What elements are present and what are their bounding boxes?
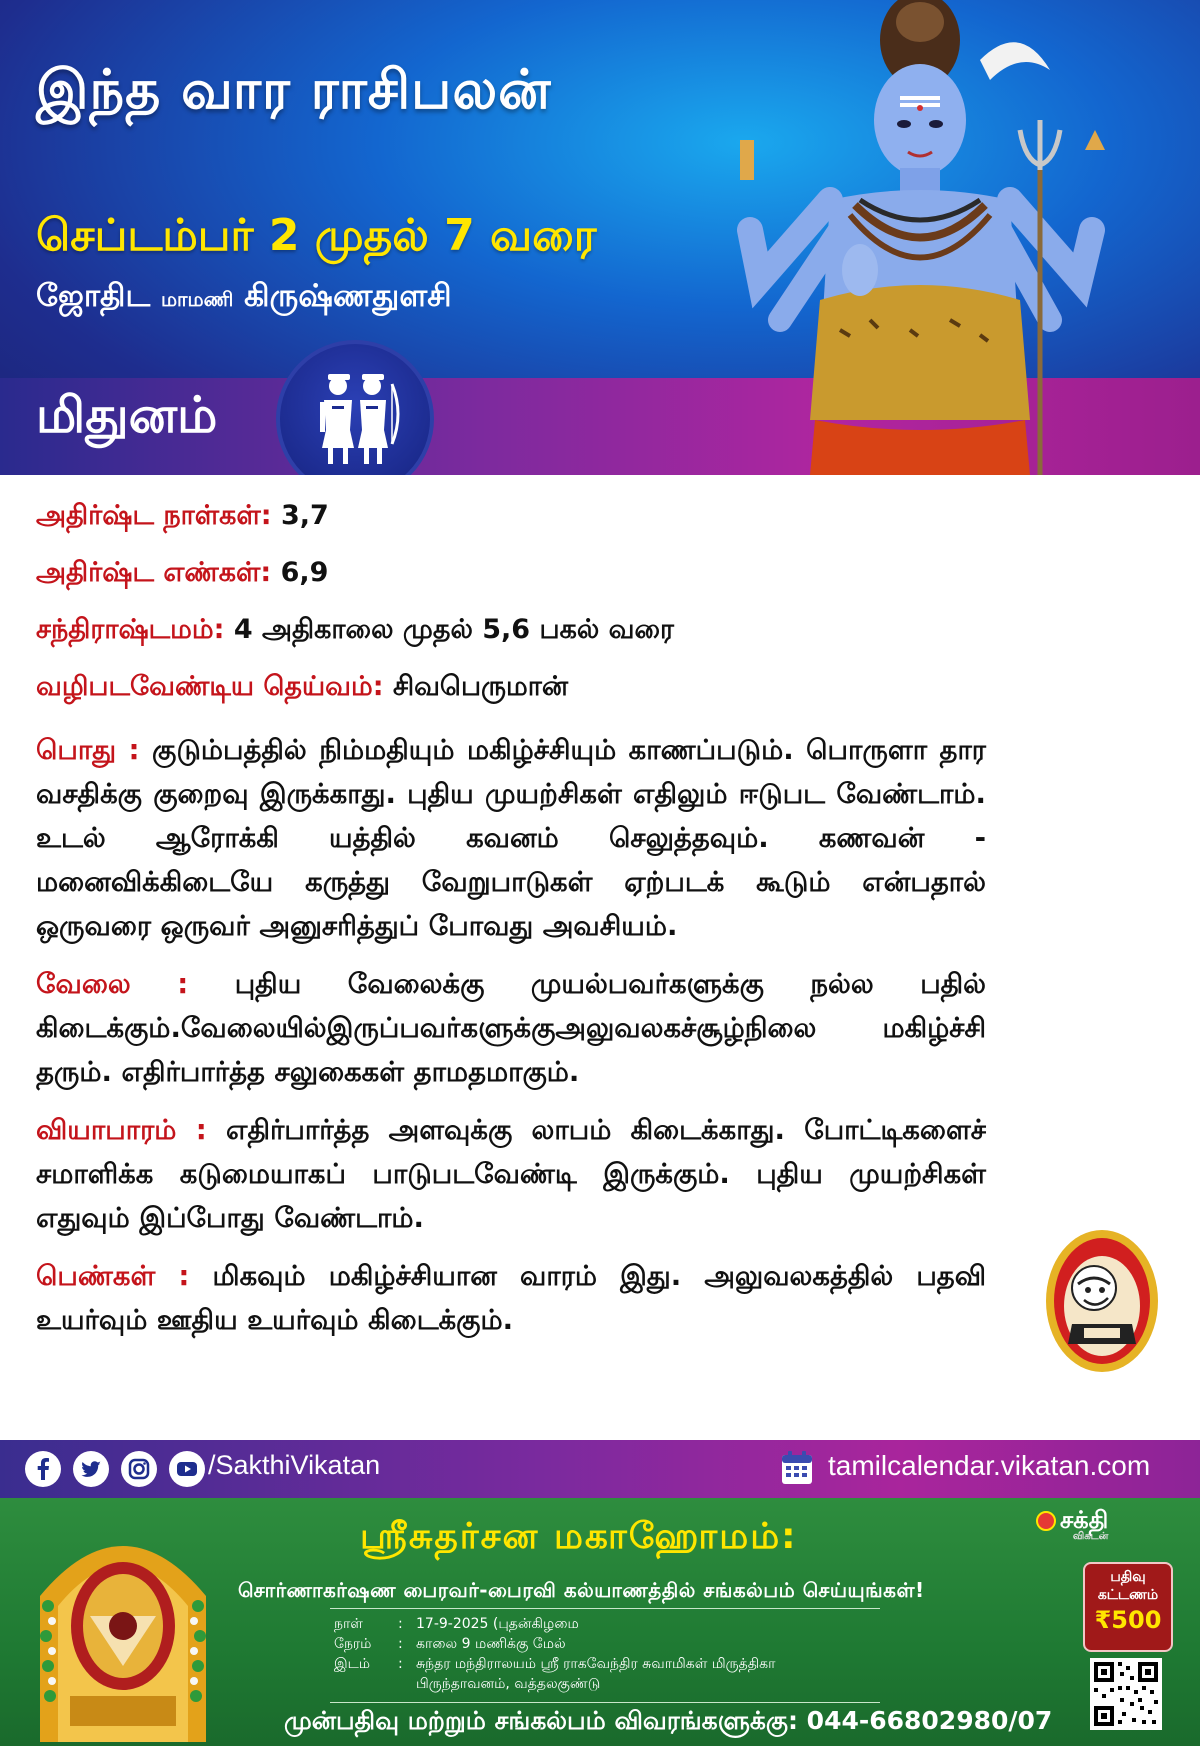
deity-shrine-image xyxy=(30,1506,216,1742)
ad-detail-row xyxy=(334,1674,896,1694)
author-name: கிருஷ்ணதுளசி xyxy=(244,278,452,314)
ad-detail-label xyxy=(334,1674,398,1694)
ad-detail-row xyxy=(334,1634,896,1654)
lucky-days-label: அதிர்ஷ்ட நாள்கள்: xyxy=(36,500,272,531)
lucky-days xyxy=(36,500,986,535)
facebook-icon[interactable] xyxy=(24,1450,62,1488)
ad-detail-label: நேரம் xyxy=(334,1636,372,1652)
calendar-icon xyxy=(780,1450,814,1486)
section-general-text: குடும்பத்தில் நிம்மதியும் மகிழ்ச்சியும் காணப்படும். பொருளா தார வசதிக்கு குறைவு இருக்காது. புதிய முயற்சிகள் எதிலும் ஈடுபட வேண்டாம். உடல் ஆரோக்கி யத்தில் கவனம் செலுத்தவும். கணவன் - மனைவிக்கிடையே கருத்து வேறுபாடுகள் ஏற்படக் கூடும் என்பதால் ஒருவரை ஒருவர் அனுசரித்துப் போவது அவசியம். xyxy=(36,734,987,942)
ad-detail-row xyxy=(334,1654,896,1674)
vikatan-mascot-logo xyxy=(1044,1228,1160,1374)
sakthi-vikatan-brand xyxy=(1036,1506,1108,1543)
social-icons xyxy=(24,1450,216,1488)
ad-detail-label: இடம் xyxy=(334,1656,371,1672)
section-work-text: புதிய வேலைக்கு முயல்பவர்களுக்கு நல்ல பதில் கிடைக்கும்.வேலையில்இருப்பவர்களுக்குஅலுவலகச்சூழ்நிலை மகிழ்ச்சி தரும். எதிர்பார்த்த சலுகைகள் தாமதமாகும். xyxy=(36,968,987,1088)
ad-banner[interactable] xyxy=(0,1498,1200,1746)
ad-title: ஸ்ரீசுதர்சன மகாஹோமம்: xyxy=(360,1516,798,1557)
section-general xyxy=(36,728,986,948)
ad-divider-bottom xyxy=(330,1702,880,1703)
website-link[interactable]: tamilcalendar.vikatan.com xyxy=(828,1450,1151,1481)
section-women xyxy=(36,1254,986,1342)
ad-detail-sep xyxy=(398,1674,416,1694)
ad-detail-sep: : xyxy=(398,1636,403,1652)
section-business xyxy=(36,1108,986,1240)
ad-detail-value: பிருந்தாவனம், வத்தலகுண்டு xyxy=(416,1676,601,1692)
lucky-numbers-value: 6,9 xyxy=(280,557,329,588)
instagram-icon[interactable] xyxy=(120,1450,158,1488)
lord-shiva-illustration xyxy=(720,0,1200,475)
gemini-twins-icon xyxy=(276,340,434,475)
brand-sub: விகடன் xyxy=(1072,1531,1109,1542)
author-title: மாமணி xyxy=(160,287,234,311)
lucky-numbers xyxy=(36,557,986,592)
ad-details xyxy=(334,1614,896,1694)
section-business-text: எதிர்பார்த்த அளவுக்கு லாபம் கிடைக்காது. போட்டிகளைச் சமாளிக்க கடுமையாகப் பாடுபடவேண்டி இருக்கும். புதிய முயற்சிகள் எதுவும் இப்போது வேண்டாம். xyxy=(36,1114,986,1234)
section-business-label: வியாபாரம் : xyxy=(36,1114,207,1146)
section-work-label: வேலை : xyxy=(36,968,189,1000)
chandrashtamam xyxy=(36,614,986,649)
header-banner xyxy=(0,0,1200,475)
ad-detail-sep: : xyxy=(398,1616,403,1632)
ad-detail-value: சுந்தர மந்திராலயம் ஸ்ரீ ராகவேந்திர சுவாமிகள் மிருத்திகா xyxy=(416,1656,776,1672)
ad-detail-label: நாள் xyxy=(334,1616,363,1632)
ad-detail-value: 17-9-2025 (புதன்கிழமை xyxy=(416,1616,579,1632)
deity-label: வழிபடவேண்டிய தெய்வம்: xyxy=(36,671,384,702)
qr-code-icon[interactable] xyxy=(1090,1658,1162,1730)
brand-logo-icon xyxy=(1036,1511,1056,1531)
lucky-days-value: 3,7 xyxy=(280,500,329,531)
brand-name: சக்தி xyxy=(1060,1506,1109,1534)
ad-contact: முன்பதிவு மற்றும் சங்கல்பம் விவரங்களுக்கு: 044-66802980/07 xyxy=(284,1706,1053,1735)
ad-detail-row xyxy=(334,1614,896,1634)
horoscope-content xyxy=(36,500,986,1356)
chandrashtamam-value: 4 அதிகாலை முதல் 5,6 பகல் வரை xyxy=(233,614,675,645)
registration-fee-badge xyxy=(1083,1562,1173,1652)
date-range: செப்டம்பர் 2 முதல் 7 வரை xyxy=(36,210,597,261)
fee-line-1: பதிவு xyxy=(1110,1569,1146,1585)
ad-subtitle: சொர்ணாகர்ஷண பைரவர்-பைரவி கல்யாணத்தில் சங்கல்பம் செய்யுங்கள்! xyxy=(238,1578,925,1602)
social-handle-link[interactable]: /SakthiVikatan xyxy=(208,1450,381,1480)
social-bar xyxy=(0,1440,1200,1498)
section-women-text: மிகவும் மகிழ்ச்சியான வாரம் இது. அலுவலகத்தில் பதவி உயர்வும் ஊதிய உயர்வும் கிடைக்கும். xyxy=(36,1260,987,1336)
twitter-icon[interactable] xyxy=(72,1450,110,1488)
deity-value: சிவபெருமான் xyxy=(392,671,569,702)
page-title: இந்த வார ராசிபலன் xyxy=(36,58,552,121)
deity-to-worship xyxy=(36,671,986,706)
fee-amount: ₹500 xyxy=(1094,1606,1162,1634)
author-prefix: ஜோதிட xyxy=(36,278,151,314)
author-line xyxy=(36,278,452,318)
ad-detail-sep: : xyxy=(398,1656,403,1672)
ad-detail-value: காலை 9 மணிக்கு மேல் xyxy=(416,1636,566,1652)
section-general-label: பொது : xyxy=(36,734,140,766)
sign-name: மிதுனம் xyxy=(36,386,218,444)
section-work xyxy=(36,962,986,1094)
lucky-numbers-label: அதிர்ஷ்ட எண்கள்: xyxy=(36,557,272,588)
fee-line-2: கட்டணம் xyxy=(1097,1587,1159,1603)
youtube-icon[interactable] xyxy=(168,1450,206,1488)
section-women-label: பெண்கள் : xyxy=(36,1260,190,1292)
chandrashtamam-label: சந்திராஷ்டமம்: xyxy=(36,614,225,645)
ad-divider-top xyxy=(330,1608,880,1609)
